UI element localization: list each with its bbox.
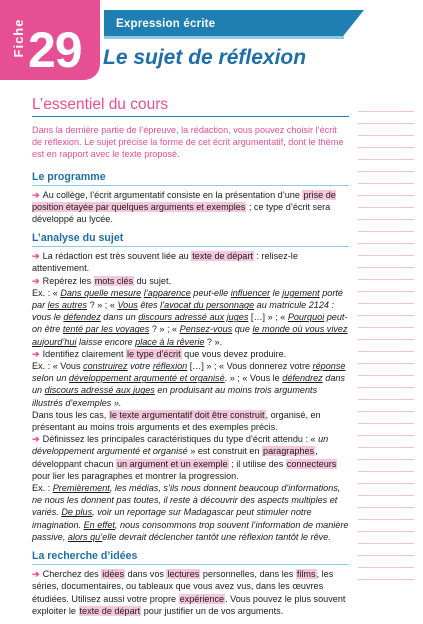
paragraph: ➔ La rédaction est très souvent liée au texte de départ : relisez-le attentivement. — [32, 251, 298, 274]
paragraph: ➔ Cherchez des idées dans vos lectures personnelles, dans les films, les séries, documentaires, ou tableaux que vous avez vus, dans les œuvres étudiées. Utilisez aussi votre propre expérience. Vous pouvez le plus souvent exploiter le texte de départ pour justifier un de vos arguments. — [32, 569, 346, 616]
example-paragraph: Ex. : Premièrement, les médias, s’ils nous donnent beaucoup d’informations, ne nous les donnent pas toutes, il reste à découvrir des aspects multiples et variés. De plus, voir un reportage sur Madagascar peut stimuler notre imagination. En effet, nous consommons trop souvent l’information de manière passive, alors qu’elle devrait déclencher tantôt une réflexion tantôt le rêve. — [32, 483, 349, 542]
ruled-margin — [358, 100, 414, 590]
subtitle-programme: Le programme — [32, 171, 349, 186]
arrow-right-icon: ➔ — [32, 189, 40, 200]
paragraph: ➔ Identifiez clairement le type d’écrit que vous devez produire. — [32, 348, 287, 359]
block-idees — [32, 550, 349, 617]
subtitle-analyse: L’analyse du sujet — [32, 232, 349, 247]
arrow-right-icon: ➔ — [32, 275, 40, 286]
fiche-number: 29 — [28, 22, 82, 78]
category-label: Expression écrite — [116, 18, 216, 30]
section-title: L’essentiel du cours — [32, 95, 349, 117]
paragraph: Dans tous les cas, le texte argumentatif doit être construit, organisé, en présentant au moins trois arguments et des exemples précis. — [32, 409, 321, 433]
paragraph: ➔ Au collège, l’écrit argumentatif consiste en la présentation d’une prise de position étayée par quelques arguments et exemples ; ce type d’écrit sera développé au lycée. — [32, 189, 336, 225]
arrow-right-icon: ➔ — [32, 251, 40, 262]
block-analyse — [32, 232, 349, 543]
block-programme — [32, 171, 349, 226]
arrow-right-icon: ➔ — [32, 434, 40, 445]
page-title: Le sujet de réflexion — [103, 46, 307, 69]
arrow-right-icon: ➔ — [32, 569, 40, 580]
arrow-right-icon: ➔ — [32, 348, 40, 359]
header-band-accent — [104, 36, 344, 39]
paragraph: ➔ Repérez les mots clés du sujet. — [32, 275, 171, 286]
example-paragraph: Ex. : « Vous construirez votre réflexion […] » ; « Vous donnerez votre réponse selon un développement argumenté et organisé. » ; « Vous le défendrez dans un discours adressé aux juges en produisant au moins trois arguments illustrés d’exemples ». — [32, 361, 346, 408]
paragraph: ➔ Définissez les principales caractéristiques du type d’écrit attendu : « un développement argumenté et organisé » est construit en paragraphes, développant chacun un argument et un exemple ; il utilise des connecteurs pour lier les paragraphes et montrer la progression. — [32, 434, 337, 481]
fiche-tab — [0, 0, 100, 80]
fiche-word: Fiche — [11, 18, 26, 58]
subtitle-idees: La recherche d’idées — [32, 550, 349, 565]
example-paragraph: Ex. : « Dans quelle mesure l’apparence peut-elle influencer le jugement porté par les autres ? » ; « Vous êtes l’avocat du personnage au matricule 2124 : vous le défendez dans un discours adressé aux juges […] » ; « Pourquoi peut-on être tenté par les voyages ? » ; « Pensez-vous que le monde où vous vivez aujourd’hui laisse encore place à la rêverie ? ». — [32, 287, 348, 347]
content — [32, 95, 349, 624]
intro-paragraph: Dans la dernière partie de l’épreuve, la rédaction, vous pouvez choisir l’écrit de réflexion. Le sujet précise la forme de cet écrit argumentatif, dont le thème est en rapport avec le texte proposé. — [32, 125, 344, 160]
